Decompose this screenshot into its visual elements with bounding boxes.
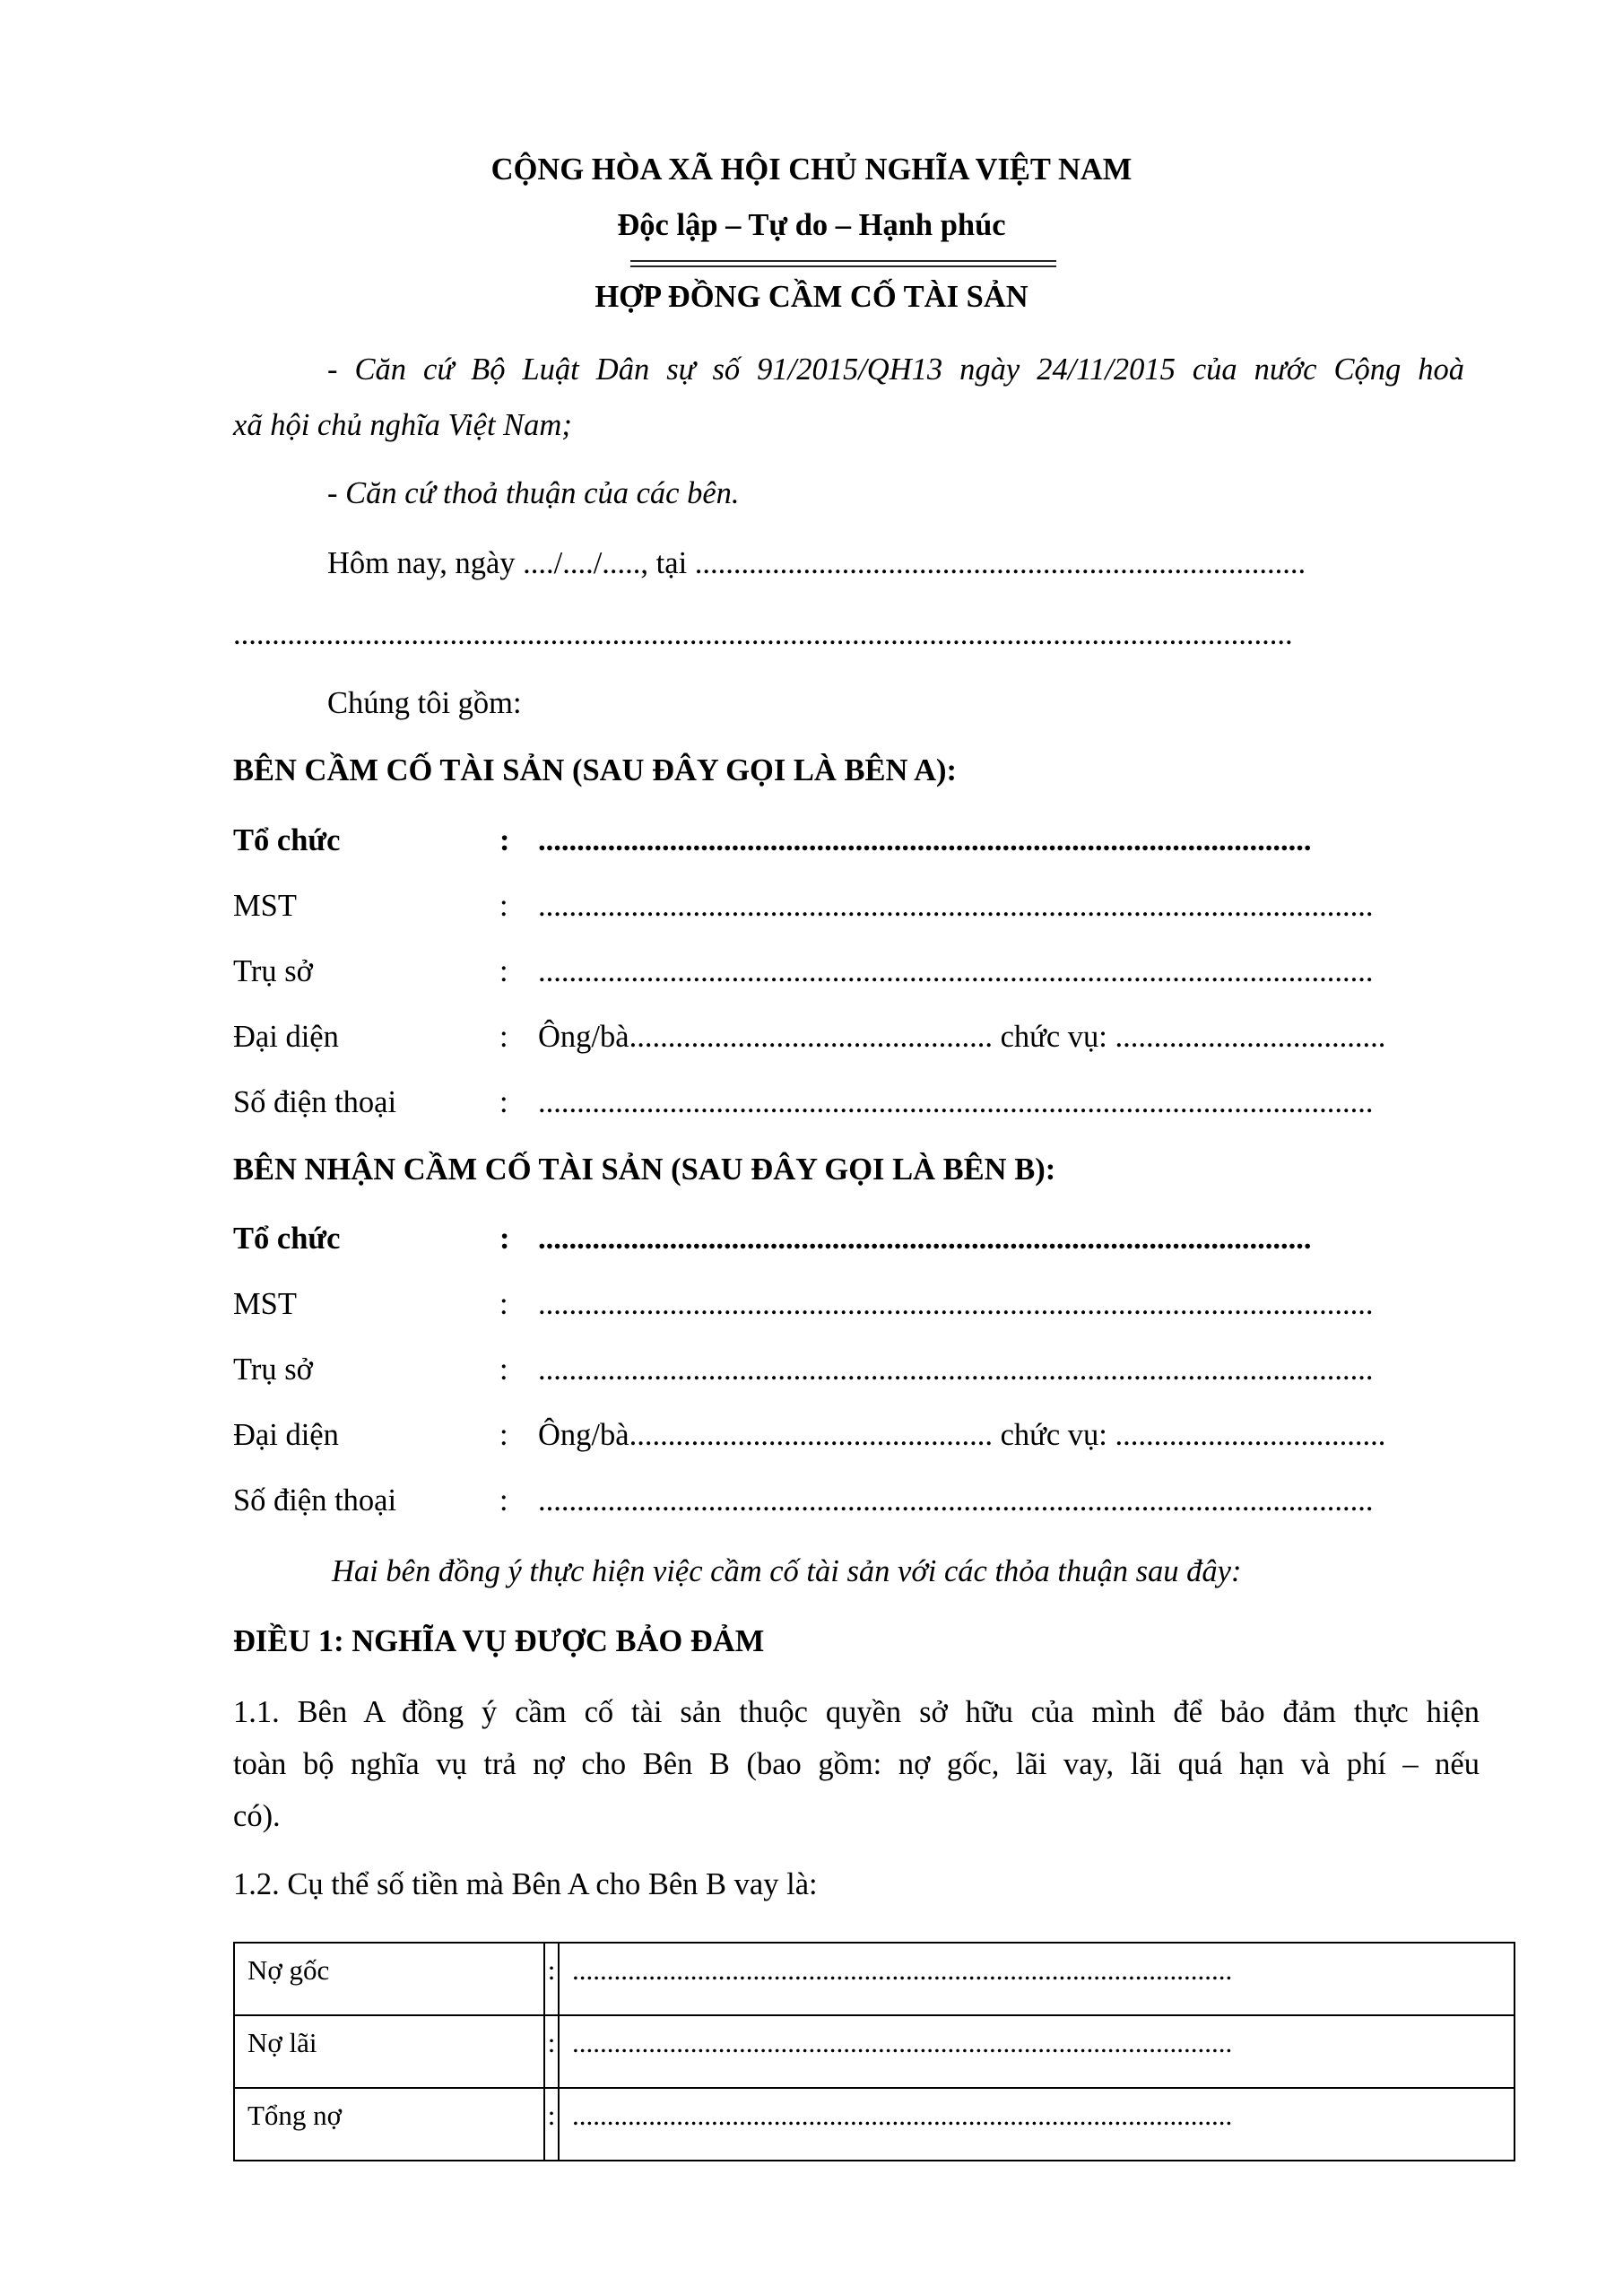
- field-label: MST: [233, 889, 297, 923]
- field-label: Đại diện: [233, 1418, 339, 1452]
- field-label: Đại diện: [233, 1020, 339, 1054]
- date-place-line-2: .........................................................................................................................................: [233, 617, 1293, 651]
- table-row: [234, 1943, 1515, 2015]
- field-colon: :: [499, 1287, 508, 1321]
- field-colon: :: [499, 954, 508, 988]
- legal-basis-1-line-2: xã hội chủ nghĩa Việt Nam;: [233, 408, 572, 442]
- party-a-heading: BÊN CẦM CỐ TÀI SẢN (SAU ĐÂY GỌI LÀ BÊN A):: [233, 753, 957, 787]
- field-value: Ông/bà............................................... chức vụ: ...................................: [538, 1020, 1386, 1054]
- contract-title: HỢP ĐỒNG CẦM CỐ TÀI SẢN: [595, 280, 1028, 314]
- table-row: [234, 2015, 1515, 2088]
- debt-value-total: ...............................................................................................: [559, 2088, 1515, 2161]
- we-include: Chúng tôi gồm:: [327, 686, 522, 720]
- field-label: Tổ chức: [233, 823, 341, 857]
- table-row: [234, 2088, 1515, 2161]
- agreement-intro: Hai bên đồng ý thực hiện việc cầm cố tài sản với các thỏa thuận sau đây:: [332, 1554, 1242, 1588]
- debt-label-principal: Nợ gốc: [234, 1943, 544, 2015]
- field-colon: :: [499, 1085, 508, 1119]
- field-value: ............................................................................................................: [538, 1085, 1374, 1119]
- article-1-p2: 1.2. Cụ thể số tiền mà Bên A cho Bên B vay là:: [233, 1867, 818, 1901]
- debt-table: [233, 1942, 1515, 2161]
- field-colon: :: [499, 823, 510, 857]
- motto: Độc lập – Tự do – Hạnh phúc: [617, 208, 1006, 242]
- field-value: ............................................................................................................: [538, 1352, 1374, 1387]
- motto-underline-top: [630, 260, 1056, 262]
- article-1-heading: ĐIỀU 1: NGHĨA VỤ ĐƯỢC BẢO ĐẢM: [233, 1624, 765, 1658]
- debt-value-principal: ...............................................................................................: [559, 1943, 1515, 2015]
- legal-basis-2: - Căn cứ thoả thuận của các bên.: [327, 476, 740, 510]
- motto-underline-bottom: [630, 265, 1056, 267]
- debt-label-interest: Nợ lãi: [234, 2015, 544, 2088]
- date-place-line: Hôm nay, ngày ..../..../....., tại ...............................................................................: [327, 546, 1306, 580]
- debt-colon: :: [544, 2015, 559, 2088]
- field-value: Ông/bà............................................... chức vụ: ...................................: [538, 1418, 1386, 1452]
- field-colon: :: [499, 889, 508, 923]
- field-label: Số điện thoại: [233, 1085, 397, 1119]
- field-colon: :: [499, 1020, 508, 1054]
- field-colon: :: [499, 1352, 508, 1387]
- debt-label-total: Tổng nợ: [234, 2088, 544, 2161]
- field-label: MST: [233, 1287, 297, 1321]
- national-title: CỘNG HÒA XÃ HỘI CHỦ NGHĨA VIỆT NAM: [490, 152, 1133, 187]
- field-value: ............................................................................................................: [538, 1287, 1374, 1321]
- field-value: ....................................................................................................: [538, 1222, 1312, 1256]
- field-colon: :: [499, 1418, 508, 1452]
- field-label: Tổ chức: [233, 1222, 341, 1256]
- debt-colon: :: [544, 1943, 559, 2015]
- debt-colon: :: [544, 2088, 559, 2161]
- field-value: ....................................................................................................: [538, 823, 1312, 857]
- field-colon: :: [499, 1222, 510, 1256]
- field-value: ............................................................................................................: [538, 954, 1374, 988]
- article-1-p1-line-1: 1.1. Bên A đồng ý cầm cố tài sản thuộc quyền sở hữu của mình để bảo đảm thực hiện: [233, 1695, 1480, 1729]
- field-label: Trụ sở: [233, 1352, 313, 1387]
- legal-basis-1-line-1: - Căn cứ Bộ Luật Dân sự số 91/2015/QH13 ngày 24/11/2015 của nước Cộng hoà: [327, 352, 1464, 387]
- field-value: ............................................................................................................: [538, 889, 1374, 923]
- field-colon: :: [499, 1483, 508, 1518]
- debt-value-interest: ...............................................................................................: [559, 2015, 1515, 2088]
- article-1-p1-line-3: có).: [233, 1799, 281, 1833]
- party-b-heading: BÊN NHẬN CẦM CỐ TÀI SẢN (SAU ĐÂY GỌI LÀ BÊN B):: [233, 1152, 1056, 1187]
- field-label: Trụ sở: [233, 954, 313, 988]
- article-1-p1-line-2: toàn bộ nghĩa vụ trả nợ cho Bên B (bao gồm: nợ gốc, lãi vay, lãi quá hạn và phí – nếu: [233, 1747, 1480, 1781]
- field-label: Số điện thoại: [233, 1483, 397, 1518]
- field-value: ............................................................................................................: [538, 1483, 1374, 1518]
